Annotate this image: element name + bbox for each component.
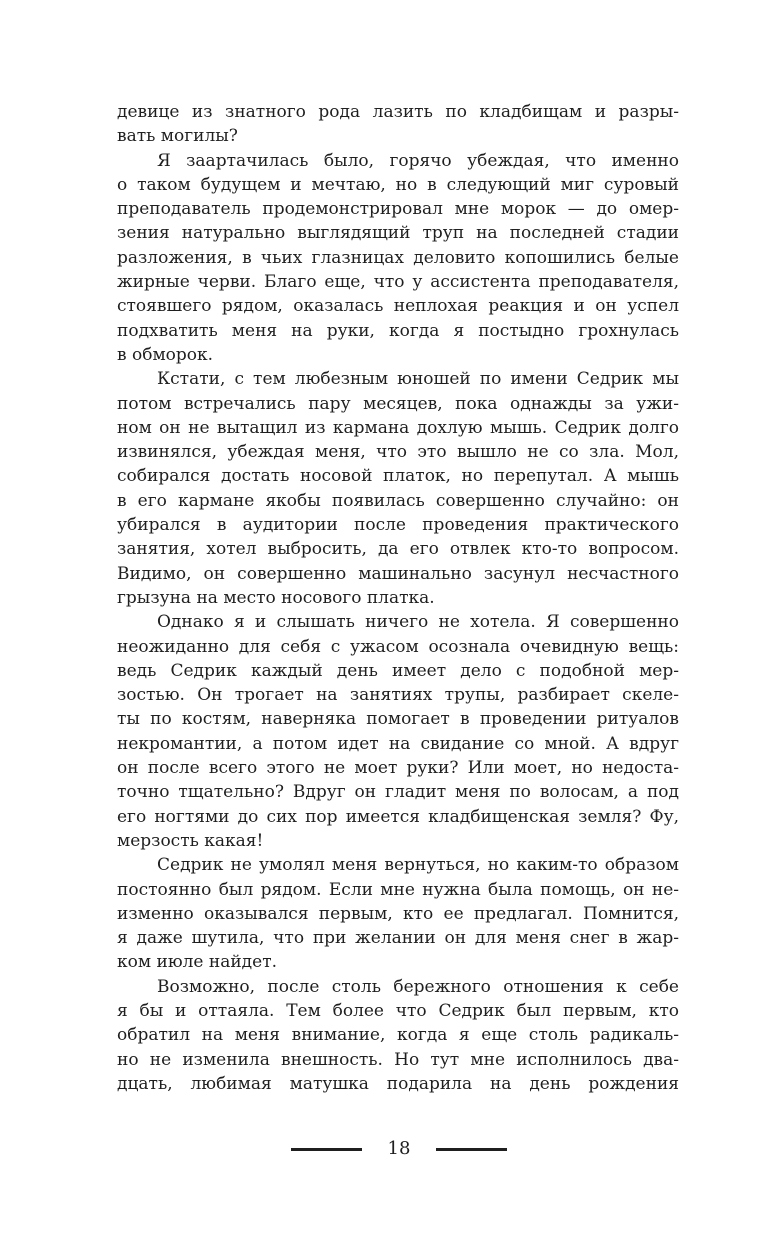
text-line: неожиданно для себя с ужасом осознала очевидную вещь: [117, 636, 679, 657]
text-line: мерзость какая! [117, 830, 264, 851]
text-line: разложения, в чьих глазницах деловито копошились белые [117, 247, 679, 268]
text-line: девице из знатного рода лазить по кладбищам и разры- [117, 102, 679, 122]
text-line: потом встречались пару месяцев, пока однажды за ужи- [117, 393, 679, 414]
text-line: о таком будущем и мечтаю, но в следующий миг суровый [117, 174, 679, 195]
text-line: стоявшего рядом, оказалась неплохая реакция и он успел [117, 296, 679, 317]
text-line: грызуна на место носового платка. [117, 587, 435, 608]
text-line: я даже шутила, что при желании он для меня снег в жар- [117, 928, 679, 949]
text-line: Седрик не умолял меня вернуться, но каким-то образом [157, 855, 679, 876]
body-text [117, 100, 679, 1096]
text-line: я бы и оттаяла. Тем более что Седрик был первым, кто [117, 1000, 679, 1021]
text-line: в обморок. [117, 344, 214, 365]
text-line: извинялся, убеждая меня, что это вышло не со зла. Мол, [117, 442, 679, 463]
text-line: вать могилы? [117, 126, 238, 147]
text-line: ком июле найдет. [117, 952, 278, 973]
text-line: подхватить меня на руки, когда я постыдно грохнулась [117, 320, 679, 341]
text-line: преподаватель продемонстрировал мне морок — до омер- [117, 199, 679, 220]
text-line: Кстати, с тем любезным юношей по имени Седрик мы [157, 369, 679, 390]
text-line: точно тщательно? Вдруг он гладит меня по волосам, а под [117, 782, 679, 803]
text-line: но не изменила внешность. Но тут мне исполнилось два- [117, 1049, 679, 1070]
text-line: зения натурально выглядящий труп на последней стадии [117, 223, 679, 244]
text-line: зостью. Он трогает на занятиях трупы, разбирает скеле- [117, 685, 679, 706]
text-line: Я заартачилась было, горячо убеждая, что именно [157, 150, 679, 171]
text-line: изменно оказывался первым, кто ее предлагал. Помнится, [117, 903, 679, 924]
text-line: он после всего этого не моет руки? Или моет, но недоста- [117, 758, 679, 779]
text-line: ты по костям, наверняка помогает в проведении ритуалов [117, 709, 679, 730]
text-line: Видимо, он совершенно машинально засунул несчастного [117, 563, 679, 584]
text-line: ном он не вытащил из кармана дохлую мышь. Седрик долго [117, 417, 679, 438]
text-line: постоянно был рядом. Если мне нужна была помощь, он не- [117, 879, 679, 900]
text-line: его ногтями до сих пор имеется кладбищенская земля? Фу, [117, 806, 679, 827]
page-number: 18 [387, 1138, 411, 1159]
text-line: собирался достать носовой платок, но перепутал. А мышь [117, 466, 679, 487]
text-line: дцать, любимая матушка подарила на день рождения [117, 1073, 679, 1094]
text-line: жирные черви. Благо еще, что у ассистента преподавателя, [117, 272, 679, 293]
footer-rule-left [291, 1148, 362, 1151]
text-line: в его кармане якобы появилась совершенно случайно: он [117, 490, 679, 511]
text-line: Однако я и слышать ничего не хотела. Я совершенно [157, 612, 679, 633]
text-line: убирался в аудитории после проведения практического [117, 515, 679, 536]
page-footer [0, 1135, 768, 1165]
text-line: некромантии, а потом идет на свидание со мной. А вдруг [117, 733, 679, 754]
footer-rule-right [436, 1148, 507, 1151]
text-line: обратил на меня внимание, когда я еще столь радикаль- [117, 1025, 679, 1046]
text-line: занятия, хотел выбросить, да его отвлек кто-то вопросом. [117, 539, 679, 560]
text-line: Возможно, после столь бережного отношения к себе [157, 976, 679, 997]
text-line: ведь Седрик каждый день имеет дело с подобной мер- [117, 660, 679, 681]
